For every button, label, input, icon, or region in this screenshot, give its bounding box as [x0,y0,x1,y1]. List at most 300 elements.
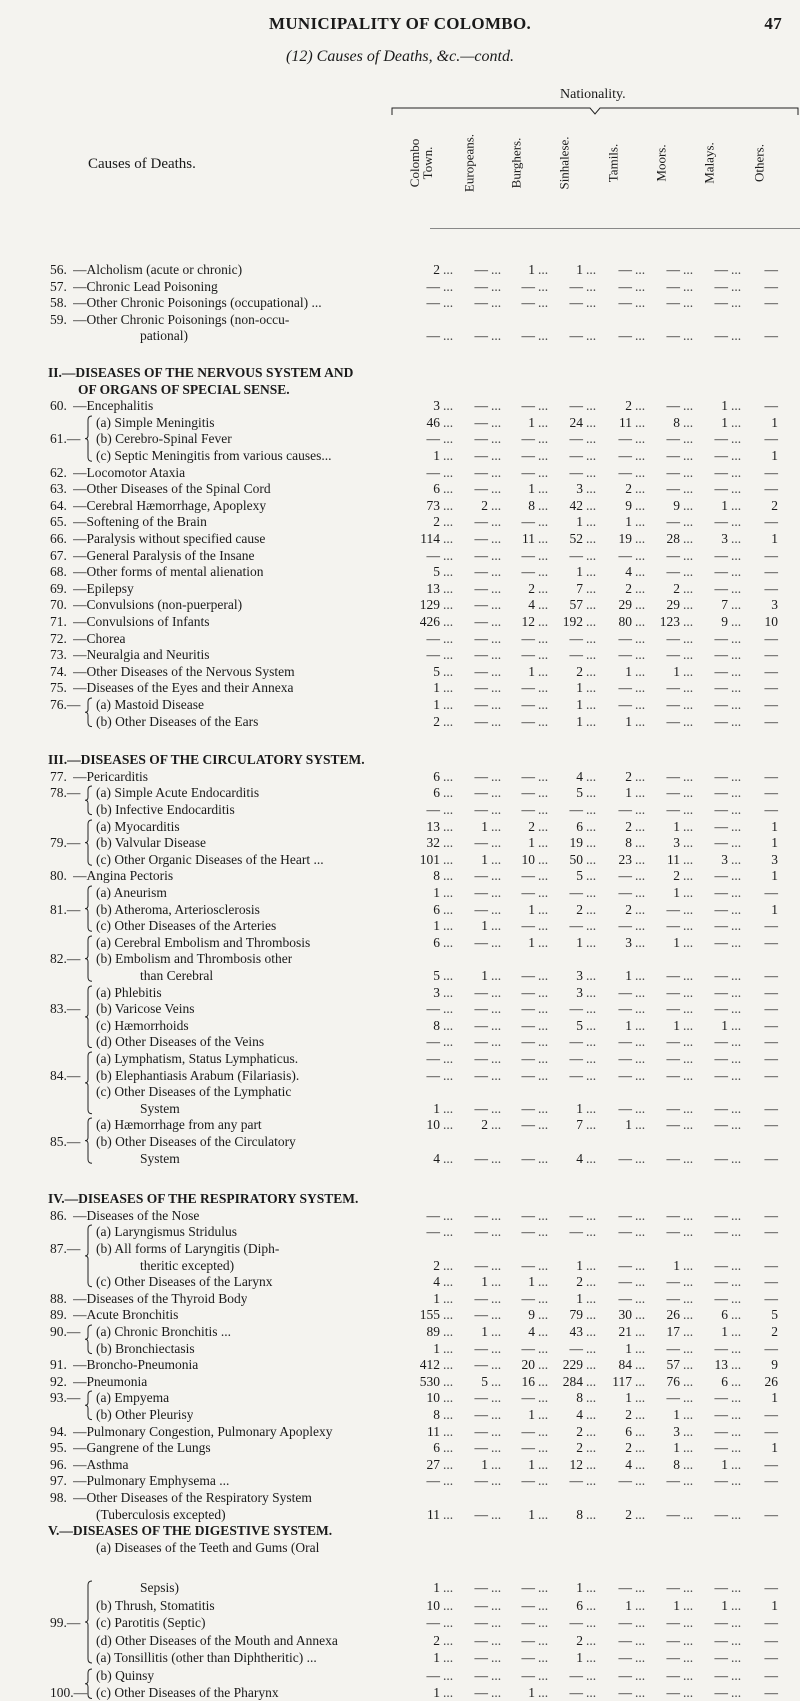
value-cell: — [764,680,778,696]
dot-leader: ... [491,1650,502,1666]
dot-leader: ... [491,984,502,1000]
value-cell: — [426,278,440,294]
dot-leader: ... [731,1407,742,1422]
dot-leader: ... [635,984,646,1000]
page-header [0,14,800,38]
dot-leader: ... [731,1440,742,1456]
value-cell: 1 [433,918,440,934]
dot-leader: ... [586,278,597,294]
dot-leader: ... [443,984,454,1000]
dot-leader: ... [443,398,454,414]
value-cell: 16 [521,1373,535,1389]
value-cell: — [569,1207,583,1223]
dot-leader: ... [538,328,549,344]
value-cell: 2 [576,1423,583,1439]
value-cell: 9 [528,1307,535,1323]
dot-leader: ... [443,663,454,679]
dot-leader: ... [586,448,597,463]
cause-number: 91. [50,1357,67,1373]
value-cell: — [666,802,680,817]
dot-leader: ... [538,713,549,729]
dot-leader: ... [683,295,694,311]
dot-leader: ... [491,713,502,729]
dot-leader: ... [538,431,549,447]
dot-leader: ... [586,497,597,513]
dot-leader: ... [635,630,646,646]
dot-leader: ... [443,1650,454,1666]
value-cell: — [618,1257,632,1273]
value-cell: — [474,295,488,311]
dot-leader: ... [683,564,694,580]
value-cell: — [764,295,778,311]
value-cell: — [569,328,583,344]
table-row [0,415,800,431]
value-cell: — [474,901,488,917]
table-row [0,835,800,851]
dot-leader: ... [491,1034,502,1050]
cause-number: 88. [50,1290,67,1306]
cause-label: (b) Other Diseases of the Ears [96,713,259,729]
value-cell: 5 [576,868,583,884]
dot-leader: ... [731,1257,742,1273]
cause-label: —Other forms of mental alienation [73,564,264,580]
dot-leader: ... [635,1667,646,1683]
table-row [0,328,800,344]
dot-leader: ... [491,481,502,497]
table-row [0,279,800,295]
dot-leader: ... [443,968,454,983]
dot-leader: ... [683,680,694,696]
dot-leader: ... [538,547,549,563]
value-cell: — [666,1274,680,1290]
value-cell: 23 [618,851,632,867]
cause-number: 62. [50,464,67,480]
value-cell: 1 [721,1456,728,1472]
dot-leader: ... [635,448,646,463]
cause-number: 86. [50,1207,67,1223]
value-cell: — [569,1034,583,1050]
value-cell: — [764,968,778,983]
cause-label: —Diseases of the Thyroid Body [73,1290,248,1306]
value-cell: — [714,1685,728,1701]
table-row [0,680,800,696]
cause-label: (b) Infective Endocarditis [96,802,235,817]
value-cell: — [764,564,778,580]
dot-leader: ... [491,448,502,463]
cause-label: (b) Atheroma, Arteriosclerosis [96,901,260,917]
cause-label: —Softening of the Brain [73,514,207,530]
dot-leader: ... [491,1051,502,1066]
value-cell: — [618,802,632,817]
dot-leader: ... [538,1274,549,1290]
value-cell: — [426,1473,440,1489]
dot-leader: ... [731,1017,742,1033]
dot-leader: ... [443,328,454,344]
dot-leader: ... [443,1117,454,1133]
value-cell: 1 [433,680,440,696]
value-cell: 1 [771,818,778,834]
value-cell: — [474,768,488,784]
dot-leader: ... [443,1456,454,1472]
cause-number: 77. [50,768,67,784]
dot-leader: ... [683,1685,694,1701]
group-number: 99.— [50,1615,81,1631]
value-cell: — [666,680,680,696]
dot-leader: ... [443,1290,454,1306]
dot-leader: ... [635,1017,646,1033]
value-cell: 117 [612,1373,632,1389]
dot-leader: ... [635,1034,646,1050]
value-cell: 2 [433,1632,440,1648]
cause-label: (b) Bronchiectasis [96,1340,195,1356]
value-cell: 4 [433,1274,440,1290]
value-cell: — [764,1456,778,1472]
dot-leader: ... [683,1324,694,1339]
table-caption: (12) Causes of Deaths, &c.—contd. [286,48,514,65]
dot-leader: ... [586,531,597,546]
cause-label: (c) Septic Meningitis from various causes... [96,448,332,463]
value-cell: — [714,1615,728,1631]
value-cell: — [618,262,632,277]
value-cell: 20 [521,1357,535,1373]
value-cell: — [569,1473,583,1489]
value-cell: 2 [433,514,440,530]
dot-leader: ... [586,1324,597,1339]
value-cell: — [714,885,728,900]
value-cell: 2 [481,497,488,513]
cause-label: —Other Diseases of the Respiratory System [73,1490,312,1505]
dot-leader: ... [491,1257,502,1273]
value-cell: — [474,278,488,294]
dot-leader: ... [586,1685,597,1701]
value-cell: — [474,547,488,563]
dot-leader: ... [683,262,694,277]
value-cell: — [569,918,583,934]
dot-leader: ... [491,278,502,294]
dot-leader: ... [443,414,454,430]
dot-leader: ... [683,1357,694,1373]
value-cell: 1 [673,1407,680,1422]
dot-leader: ... [683,713,694,729]
value-cell: — [521,398,535,414]
dot-leader: ... [586,785,597,801]
dot-leader: ... [491,1456,502,1472]
value-cell: — [474,1067,488,1083]
value-cell: — [426,547,440,563]
value-cell: 2 [433,262,440,277]
dot-leader: ... [635,697,646,712]
value-cell: 4 [433,1150,440,1166]
group-number: 61.— [50,431,81,447]
cause-label: —Neuralgia and Neuritis [73,647,210,663]
dot-leader: ... [586,1224,597,1240]
cause-number: 64. [50,497,67,513]
value-cell: — [666,1667,680,1683]
cause-label: (d) Other Diseases of the Veins [96,1034,265,1050]
table-row [0,1274,800,1290]
value-cell: — [474,597,488,613]
value-cell: — [666,647,680,663]
cause-label: theritic excepted) [140,1257,235,1273]
dot-leader: ... [683,918,694,934]
nationality-label: Nationality. [560,87,626,102]
dot-leader: ... [731,1423,742,1439]
dot-leader: ... [635,1051,646,1066]
table-row [0,564,800,580]
dot-leader: ... [731,901,742,917]
value-cell: 1 [481,1456,488,1472]
value-cell: — [474,1001,488,1017]
value-cell: 8 [433,868,440,884]
value-cell: — [521,547,535,563]
value-cell: — [521,431,535,447]
value-cell: 2 [576,901,583,917]
value-cell: 2 [625,580,632,596]
value-cell: 1 [528,1407,535,1422]
dot-leader: ... [635,802,646,817]
value-cell: — [764,802,778,817]
value-cell: 7 [721,597,728,613]
value-cell: 79 [569,1307,583,1323]
dot-leader: ... [586,1456,597,1472]
dot-leader: ... [491,1100,502,1116]
dot-leader: ... [491,851,502,867]
dot-leader: ... [491,431,502,447]
value-cell: — [569,647,583,663]
value-cell: — [474,1257,488,1273]
dot-leader: ... [538,481,549,497]
value-cell: 1 [528,1456,535,1472]
dot-leader: ... [443,1580,454,1596]
value-cell: 5 [433,968,440,983]
dot-leader: ... [538,1650,549,1666]
value-cell: — [714,802,728,817]
group-number: 82.— [50,951,81,967]
value-cell: — [521,647,535,663]
dot-leader: ... [731,818,742,834]
dot-leader: ... [443,697,454,712]
cause-label: (b) All forms of Laryngitis (Diph- [96,1241,280,1256]
dot-leader: ... [586,398,597,414]
dot-leader: ... [731,328,742,344]
value-cell: 10 [426,1597,440,1613]
value-cell: — [666,278,680,294]
dot-leader: ... [586,818,597,834]
dot-leader: ... [683,1257,694,1273]
dot-leader: ... [731,580,742,596]
table-row [0,1034,800,1050]
table-row [0,1084,800,1100]
dot-leader: ... [491,1685,502,1701]
value-cell: 1 [625,663,632,679]
dot-leader: ... [538,1373,549,1389]
value-cell: — [714,663,728,679]
value-cell: — [426,1667,440,1683]
cause-number: 73. [50,647,67,663]
value-cell: — [569,1685,583,1701]
cause-label: (a) Phlebitis [96,984,162,1000]
dot-leader: ... [586,1440,597,1456]
dot-leader: ... [683,481,694,497]
value-cell: — [521,918,535,934]
table-row [0,802,800,818]
page-number: 47 [764,14,782,33]
dot-leader: ... [635,1117,646,1133]
dot-leader: ... [683,547,694,563]
value-cell: 76 [666,1373,680,1389]
column-header: Colombo Town. [407,138,435,188]
value-cell: — [714,464,728,480]
value-cell: — [666,697,680,712]
table-row [0,614,800,630]
value-cell: 1 [528,835,535,851]
table-row [0,1307,800,1323]
table-row [0,1291,800,1307]
value-cell: — [764,1615,778,1631]
value-cell: — [426,1034,440,1050]
dot-leader: ... [731,1650,742,1666]
dot-leader: ... [731,630,742,646]
dot-leader: ... [491,647,502,663]
cause-label: (c) Other Diseases of the Pharynx [96,1685,279,1701]
value-cell: — [474,1597,488,1613]
value-cell: — [569,1001,583,1017]
value-cell: — [666,918,680,934]
dot-leader: ... [443,934,454,950]
value-cell: — [714,1150,728,1166]
dot-leader: ... [731,968,742,983]
dot-leader: ... [443,1307,454,1323]
dot-leader: ... [635,647,646,663]
value-cell: — [764,1001,778,1017]
dot-leader: ... [443,448,454,463]
dot-leader: ... [586,547,597,563]
cause-number: 71. [50,614,67,629]
value-cell: 2 [528,818,535,834]
dot-leader: ... [731,414,742,430]
dot-leader: ... [491,1290,502,1306]
dot-leader: ... [731,768,742,784]
dot-leader: ... [538,580,549,596]
value-cell: — [618,464,632,480]
cause-label: —Cerebral Hæmorrhage, Apoplexy [73,497,267,513]
dot-leader: ... [731,547,742,563]
value-cell: 28 [666,531,680,546]
cause-label: (c) Other Diseases of the Arteries [96,918,277,934]
dot-leader: ... [538,1340,549,1356]
value-cell: — [474,984,488,1000]
cause-number: 75. [50,680,67,696]
dot-leader: ... [538,1257,549,1273]
value-cell: 9 [625,497,632,513]
brace [84,885,94,932]
value-cell: — [618,1051,632,1066]
value-cell: 1 [433,697,440,712]
table-row [0,312,800,328]
value-cell: — [764,1257,778,1273]
value-cell: — [474,614,488,629]
value-cell: 1 [528,262,535,277]
value-cell: 155 [419,1307,440,1323]
dot-leader: ... [635,614,646,629]
cause-label: —Pneumonia [73,1373,148,1389]
value-cell: 26 [764,1373,778,1389]
dot-leader: ... [443,278,454,294]
dot-leader: ... [538,262,549,277]
dot-leader: ... [731,984,742,1000]
value-cell: 3 [673,835,680,851]
value-cell: 1 [433,885,440,900]
value-cell: — [764,1407,778,1422]
value-cell: — [474,868,488,884]
value-cell: 4 [625,564,632,580]
brace [84,1668,94,1700]
dot-leader: ... [635,1650,646,1666]
dot-leader: ... [491,868,502,884]
dot-leader: ... [586,851,597,867]
dot-leader: ... [635,1580,646,1596]
table-row [0,664,800,680]
dot-leader: ... [538,868,549,884]
value-cell: — [618,918,632,934]
dot-leader: ... [443,497,454,513]
cause-label: —Pulmonary Congestion, Pulmonary Apoplexy [73,1423,333,1439]
table-row [0,1051,800,1067]
cause-label: (c) Hæmorrhoids [96,1017,189,1033]
cause-label: —Pulmonary Emphysema ... [73,1473,230,1489]
value-cell: 9 [771,1357,778,1373]
dot-leader: ... [731,398,742,414]
section-heading: OF ORGANS OF SPECIAL SENSE. [78,381,290,397]
cause-label: —Asthma [73,1456,129,1472]
dot-leader: ... [586,1150,597,1166]
value-cell: 1 [771,1597,778,1613]
value-cell: — [474,1632,488,1648]
dot-leader: ... [586,464,597,480]
dot-leader: ... [538,1440,549,1456]
cause-label: —Chorea [73,630,126,646]
dot-leader: ... [443,1274,454,1290]
dot-leader: ... [538,1597,549,1613]
value-cell: 19 [618,531,632,546]
value-cell: — [618,1650,632,1666]
table-row [0,1598,800,1614]
dot-leader: ... [538,414,549,430]
dot-leader: ... [443,802,454,817]
value-cell: 3 [576,481,583,497]
value-cell: — [521,1207,535,1223]
value-cell: — [666,328,680,344]
dot-leader: ... [538,1117,549,1133]
dot-leader: ... [683,1615,694,1631]
dot-leader: ... [683,1034,694,1050]
value-cell: — [666,1034,680,1050]
dot-leader: ... [443,785,454,801]
value-cell: — [714,580,728,596]
dot-leader: ... [491,1067,502,1083]
value-cell: — [666,1001,680,1017]
brace [84,697,94,728]
value-cell: 1 [576,1290,583,1306]
table-row [0,951,800,967]
cause-label: (a) Chronic Bronchitis ... [96,1324,231,1339]
group-number: 85.— [50,1134,81,1149]
value-cell: 12 [569,1456,583,1472]
dot-leader: ... [635,1307,646,1323]
dot-leader: ... [538,818,549,834]
value-cell: — [474,1440,488,1456]
dot-leader: ... [443,262,454,277]
